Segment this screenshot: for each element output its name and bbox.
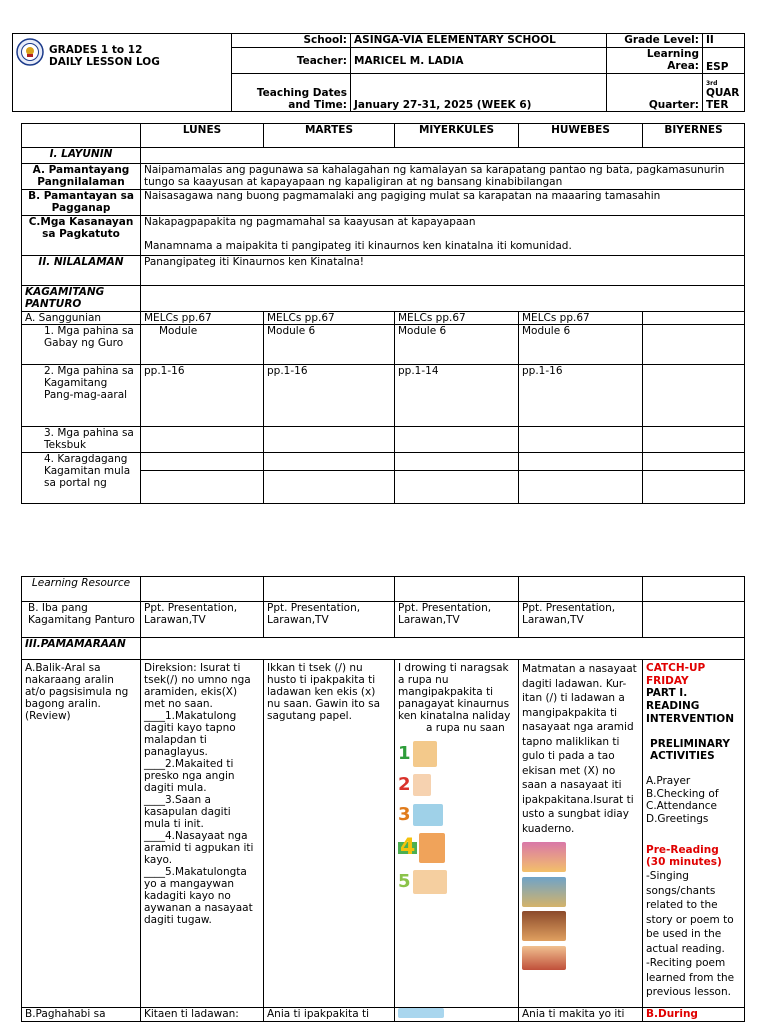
- classroom-picture: [413, 804, 443, 826]
- r2-mon: pp.1-16: [141, 365, 264, 427]
- helping-picture: [522, 946, 566, 970]
- review-wed-text1: I drowing ti naragsak a rupa nu mangipakpakita ti panagayat kinaurnus ken kinatalna naliday: [398, 662, 511, 722]
- quarter-label: Quarter:: [607, 74, 703, 112]
- melc-wed: MELCs pp.67: [395, 312, 519, 325]
- form-title-line2: DAILY LESSON LOG: [49, 56, 160, 68]
- day-header-wed: MIYERKULES: [395, 124, 519, 148]
- area-label-line2: Area:: [667, 60, 699, 72]
- r1-wed: Module 6: [395, 325, 519, 365]
- pre-reading-heading: Pre-Reading (30 minutes): [646, 843, 722, 869]
- section-layunin: I. LAYUNIN: [22, 148, 141, 164]
- melc-mon: MELCs pp.67: [141, 312, 264, 325]
- grade-label: Grade Level:: [607, 34, 703, 48]
- label-pamantayang-pangnilalaman: A. Pamantayang Pangnilalaman: [22, 164, 141, 190]
- r1-mon: Module: [141, 325, 264, 365]
- day-header-mon: LUNES: [141, 124, 264, 148]
- paghahabi-wed-picture: [398, 1008, 444, 1018]
- label-karagdagang-kagamitan: 4. Karagdagang Kagamitan mula sa portal ng: [22, 453, 141, 504]
- picture-number-1: 1: [398, 743, 411, 764]
- r1-tue: Module 6: [264, 325, 395, 365]
- quarter-value: [703, 74, 745, 112]
- dates-label: [232, 74, 351, 112]
- picture-number-5: 5: [398, 871, 411, 892]
- picture-row-4: [398, 830, 515, 866]
- children-playing-picture: [413, 741, 437, 767]
- review-mon-text: Direksion: Isurat ti tsek(/) no umno nga aramiden, ekis(X) met no saan. ____1.Makatulong dagiti kayo tapno malapdan ti panaglayus. ____2.Makaited ti presko nga angin dagiti mula. ____3.Saan a kasapulan dagiti mula ti init. ____4.Nasayaat nga aramid ti agpukan iti kayo. ____5.Makatulongta yo a mangaywan kadagiti kayo no aywanan a nasayaat dagiti tugaw.: [141, 660, 264, 1008]
- r1-thu: Module 6: [519, 325, 643, 365]
- text-nilalaman: Panangipateg iti Kinaurnos ken Kinatalna!: [141, 256, 745, 286]
- picture-row-5: [398, 866, 515, 898]
- area-value: ESP: [703, 48, 745, 74]
- header-table: [12, 33, 745, 112]
- text-pamantayang-pangnilalaman: Naipamamalas ang pagunawa sa kahalagahan ng kamalayan sa karapatang pantao ng bata, pagkamasunurin tungo sa kaayusan at kapayapaan ng kapaligiran at ng bansang kinabibilangan: [141, 164, 745, 190]
- quarter-value-line2: TER: [706, 99, 729, 111]
- preliminary-activities-heading: PRELIMINARY ACTIVITIES: [650, 737, 730, 763]
- day-header-thu: HUWEBES: [519, 124, 643, 148]
- preliminary-activities-list: A.Prayer B.Checking of C.Attendance D.Greetings: [646, 774, 719, 826]
- kids-group-picture: [419, 833, 445, 863]
- label-learning-resource: Learning Resource: [22, 577, 141, 602]
- lesson-table-2: [21, 576, 745, 1022]
- picture-row-1: [398, 738, 515, 770]
- paghahabi-tue: Ania ti ipakpakita ti: [264, 1008, 395, 1022]
- melc-tue: MELCs pp.67: [264, 312, 395, 325]
- text-pamantayan-pagganap: Naisasagawa nang buong pagmamalaki ang pagiging mulat sa karapatan na maaaring tamasahin: [141, 190, 745, 216]
- catch-up-friday-heading: CATCH-UP FRIDAY: [646, 662, 706, 687]
- section-nilalaman: II. NILALAMAN: [22, 256, 141, 286]
- iba-thu: Ppt. Presentation, Larawan,TV: [519, 602, 643, 638]
- section-pamamaraan: III.PAMAMARAAN: [22, 638, 141, 660]
- area-label: [607, 48, 703, 74]
- melc-thu: MELCs pp.67: [519, 312, 643, 325]
- r2-thu: pp.1-16: [519, 365, 643, 427]
- picture-row-3: [398, 800, 515, 830]
- r2-wed: pp.1-14: [395, 365, 519, 427]
- paghahabi-thu: Ania ti makita yo iti: [519, 1008, 643, 1022]
- label-paghahabi: B.Paghahabi sa: [22, 1008, 141, 1022]
- picture-number-4: 4: [400, 835, 416, 860]
- review-wed-text2: a rupa nu saan: [426, 722, 505, 734]
- teacher-label: Teacher:: [232, 48, 351, 74]
- label-gabay-guro: 1. Mga pahina sa Gabay ng Guro: [22, 325, 141, 365]
- picture-row-2: [398, 770, 515, 800]
- day-header-fri: BIYERNES: [643, 124, 745, 148]
- label-kasanayan: C.Mga Kasanayan sa Pagkatuto: [22, 216, 141, 256]
- area-label-line1: Learning: [646, 48, 699, 60]
- during-reading-heading: B.During: [643, 1008, 745, 1022]
- label-pamantayan-pagganap: B. Pamantayan sa Pagganap: [22, 190, 141, 216]
- text-kasanayan-1: Nakapagpapakita ng pagmamahal sa kaayusan at kapayapaan: [144, 216, 476, 228]
- review-thu-images: [522, 842, 639, 974]
- pre-reading-activities: -Singing songs/chants related to the story or poem to be used in the actual reading. -Reciting poem learned from the previous lesson.: [646, 870, 735, 999]
- iba-wed: Ppt. Presentation, Larawan,TV: [395, 602, 519, 638]
- kids-quarrel-picture: [522, 842, 566, 872]
- label-teksbuk: 3. Mga pahina sa Teksbuk: [22, 427, 141, 453]
- review-tue-text: Ikkan ti tsek (/) nu husto ti ipakpakita ti ladawan ken ekis (x) nu saan. Gawin ito sa sagutang papel.: [264, 660, 395, 1008]
- reading-intervention-heading: PART I. READING INTERVENTION: [646, 687, 734, 725]
- form-title-line1: GRADES 1 to 12: [49, 44, 143, 56]
- label-sanggunian: A. Sanggunian: [22, 312, 141, 325]
- teacher-value: MARICEL M. LADIA: [351, 48, 607, 74]
- text-kasanayan-2: Manamnama a maipakita ti pangipateg iti kinaurnos ken kinatalna iti komunidad.: [144, 240, 572, 252]
- quarter-sup: 3rd: [706, 80, 718, 87]
- school-value: ASINGA-VIA ELEMENTARY SCHOOL: [351, 34, 607, 48]
- review-thu-text: Matmatan a nasayaat dagiti ladawan. Kur-itan (/) ti ladawan a mangipakpakita ti nasayaat nga aramid tapno maliklikan ti gulo ti pada a tao ekisan met (X) no saan a nasayaat iti ipakpakitana.Isurat ti usto a sungbat idiay kuaderno.: [522, 663, 637, 835]
- dates-label-line1: Teaching Dates: [256, 87, 347, 99]
- day-header-tue: MARTES: [264, 124, 395, 148]
- label-balik-aral: A.Balik-Aral sa nakaraang aralin at/o pagsisimula ng bagong aralin. (Review): [22, 660, 141, 1008]
- paghahabi-mon: Kitaen ti ladawan:: [141, 1008, 264, 1022]
- child-picture: [413, 774, 431, 796]
- iba-tue: Ppt. Presentation, Larawan,TV: [264, 602, 395, 638]
- iba-mon: Ppt. Presentation, Larawan,TV: [141, 602, 264, 638]
- dates-value: January 27-31, 2025 (WEEK 6): [351, 74, 607, 112]
- section-kagamitan: KAGAMITANG PANTURO: [22, 286, 141, 312]
- dates-label-line2: and Time:: [288, 99, 347, 111]
- family-picture: [413, 870, 447, 894]
- r2-tue: pp.1-16: [264, 365, 395, 427]
- picture-number-2: 2: [398, 774, 411, 795]
- fighting-picture: [522, 911, 566, 941]
- label-iba-pang-kagamitan: B. Iba pang Kagamitang Panturo: [22, 602, 141, 638]
- review-wed-images: [398, 738, 515, 898]
- lesson-table-1: [21, 123, 745, 504]
- community-picture: [522, 877, 566, 907]
- picture-number-3: 3: [398, 804, 411, 825]
- quarter-value-line1: QUAR: [706, 87, 740, 99]
- label-kagamitang-mag-aaral: 2. Mga pahina sa Kagamitang Pang-mag-aaral: [22, 365, 141, 427]
- school-label: School:: [232, 34, 351, 48]
- grade-value: II: [703, 34, 745, 48]
